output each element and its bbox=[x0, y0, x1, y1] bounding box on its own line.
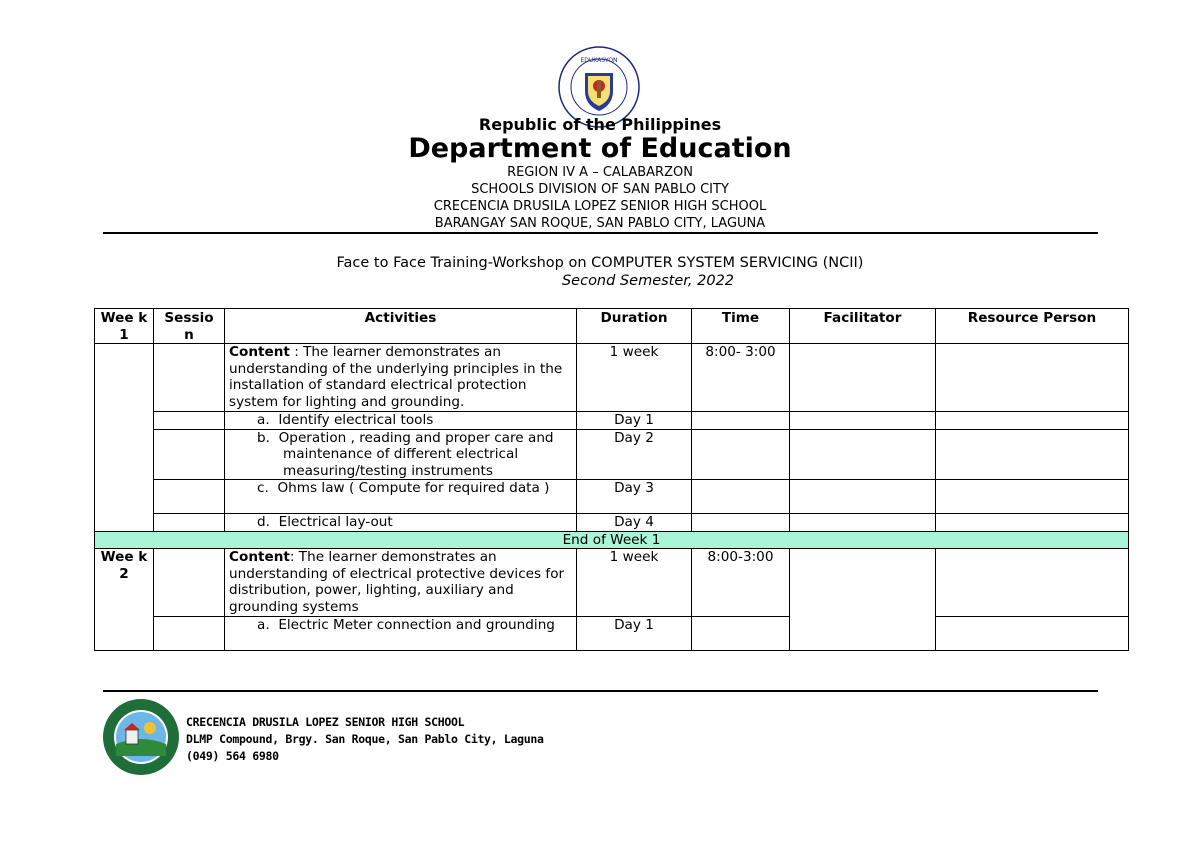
department-heading: Department of Education bbox=[408, 133, 792, 164]
item-text: Operation , reading and proper care and maintenance of different electrical measuring/testing instruments bbox=[278, 429, 554, 479]
col-facilitator: Facilitator bbox=[790, 309, 936, 344]
footer-divider bbox=[103, 690, 1098, 692]
col-week: Wee k 1 bbox=[95, 309, 154, 344]
col-duration: Duration bbox=[577, 309, 692, 344]
duration-cell: Day 4 bbox=[577, 514, 692, 532]
time-cell: 8:00-3:00 bbox=[692, 549, 790, 617]
item-marker: b. bbox=[257, 429, 270, 446]
item-text: Electric Meter connection and grounding bbox=[278, 617, 555, 633]
time-cell bbox=[692, 429, 790, 480]
resource-person-cell bbox=[936, 344, 1129, 412]
session-cell bbox=[154, 412, 225, 430]
content-label: Content bbox=[229, 549, 290, 565]
table-row bbox=[95, 429, 1129, 480]
end-of-week-label: End of Week 1 bbox=[95, 531, 1129, 549]
item-marker: a. bbox=[257, 412, 270, 428]
item-text: Ohms law ( Compute for required data ) bbox=[277, 480, 550, 496]
content-cell bbox=[225, 549, 577, 617]
item-marker: d. bbox=[257, 514, 270, 530]
table-row bbox=[95, 344, 1129, 412]
duration-cell: Day 1 bbox=[577, 617, 692, 651]
session-cell bbox=[154, 514, 225, 532]
facilitator-cell bbox=[790, 344, 936, 412]
school-seal-logo bbox=[102, 698, 180, 776]
resource-person-cell bbox=[936, 429, 1129, 480]
content-text: : The learner demonstrates an understanding of electrical protective devices for distribution, power, lighting, auxiliary and grounding systems bbox=[229, 549, 565, 615]
time-cell: 8:00- 3:00 bbox=[692, 344, 790, 412]
session-cell bbox=[154, 549, 225, 617]
activity-item bbox=[225, 514, 577, 532]
col-session: Sessio n bbox=[154, 309, 225, 344]
footer-contact bbox=[186, 714, 544, 765]
republic-heading: Republic of the Philippines bbox=[478, 115, 722, 134]
footer-phone: (049) 564 6980 bbox=[186, 749, 279, 763]
facilitator-cell bbox=[790, 480, 936, 514]
content-label: Content bbox=[229, 344, 290, 360]
session-cell bbox=[154, 344, 225, 412]
end-of-week-row bbox=[95, 531, 1129, 549]
week1-cell bbox=[95, 344, 154, 532]
duration-cell: 1 week bbox=[577, 549, 692, 617]
address-line: BARANGAY SAN ROQUE, SAN PABLO CITY, LAGUNA bbox=[434, 216, 766, 231]
division-line: SCHOOLS DIVISION OF SAN PABLO CITY bbox=[471, 182, 729, 197]
training-title: Face to Face Training-Workshop on COMPUTER SYSTEM SERVICING (NCII) bbox=[336, 255, 864, 271]
item-marker: c. bbox=[257, 480, 269, 496]
activity-item bbox=[225, 412, 577, 430]
school-line: CRECENCIA DRUSILA LOPEZ SENIOR HIGH SCHOOL bbox=[433, 199, 767, 214]
session-cell bbox=[154, 480, 225, 514]
resource-person-cell bbox=[936, 514, 1129, 532]
table-row bbox=[95, 549, 1129, 617]
table-row bbox=[95, 617, 1129, 651]
col-activities: Activities bbox=[225, 309, 577, 344]
duration-cell: Day 3 bbox=[577, 480, 692, 514]
svg-text:EDUKASYON: EDUKASYON bbox=[580, 57, 618, 64]
table-header-row bbox=[95, 309, 1129, 344]
time-cell bbox=[692, 412, 790, 430]
duration-cell: 1 week bbox=[577, 344, 692, 412]
resource-person-cell bbox=[936, 617, 1129, 651]
header-divider bbox=[103, 232, 1098, 234]
table-row bbox=[95, 412, 1129, 430]
schedule-table bbox=[94, 308, 1129, 651]
col-resource-person: Resource Person bbox=[936, 309, 1129, 344]
col-time: Time bbox=[692, 309, 790, 344]
duration-cell: Day 1 bbox=[577, 412, 692, 430]
time-cell bbox=[692, 514, 790, 532]
activity-item bbox=[225, 617, 577, 651]
session-cell bbox=[154, 429, 225, 480]
week2-cell: Wee k 2 bbox=[95, 549, 154, 651]
activity-item bbox=[225, 480, 577, 514]
facilitator-cell bbox=[790, 412, 936, 430]
resource-person-cell bbox=[936, 480, 1129, 514]
semester-subtitle: Second Semester, 2022 bbox=[561, 273, 735, 289]
item-text: Identify electrical tools bbox=[278, 412, 434, 428]
region-line: REGION IV A – CALABARZON bbox=[507, 165, 693, 180]
resource-person-cell bbox=[936, 412, 1129, 430]
footer-school: CRECENCIA DRUSILA LOPEZ SENIOR HIGH SCHOOL bbox=[186, 715, 465, 729]
facilitator-cell bbox=[790, 514, 936, 532]
content-text: : The learner demonstrates an understanding of the underlying principles in the installation of standard electrical protection system for lighting and grounding. bbox=[229, 344, 563, 410]
resource-person-cell bbox=[936, 549, 1129, 617]
item-text: Electrical lay-out bbox=[278, 514, 393, 530]
duration-cell: Day 2 bbox=[577, 429, 692, 480]
time-cell bbox=[692, 617, 790, 651]
footer-address: DLMP Compound, Brgy. San Roque, San Pablo City, Laguna bbox=[186, 732, 544, 746]
item-marker: a. bbox=[257, 617, 270, 633]
time-cell bbox=[692, 480, 790, 514]
table-row bbox=[95, 480, 1129, 514]
session-cell bbox=[154, 617, 225, 651]
table-row bbox=[95, 514, 1129, 532]
facilitator-cell bbox=[790, 429, 936, 480]
facilitator-cell bbox=[790, 549, 936, 651]
activity-item bbox=[225, 429, 577, 480]
content-cell bbox=[225, 344, 577, 412]
